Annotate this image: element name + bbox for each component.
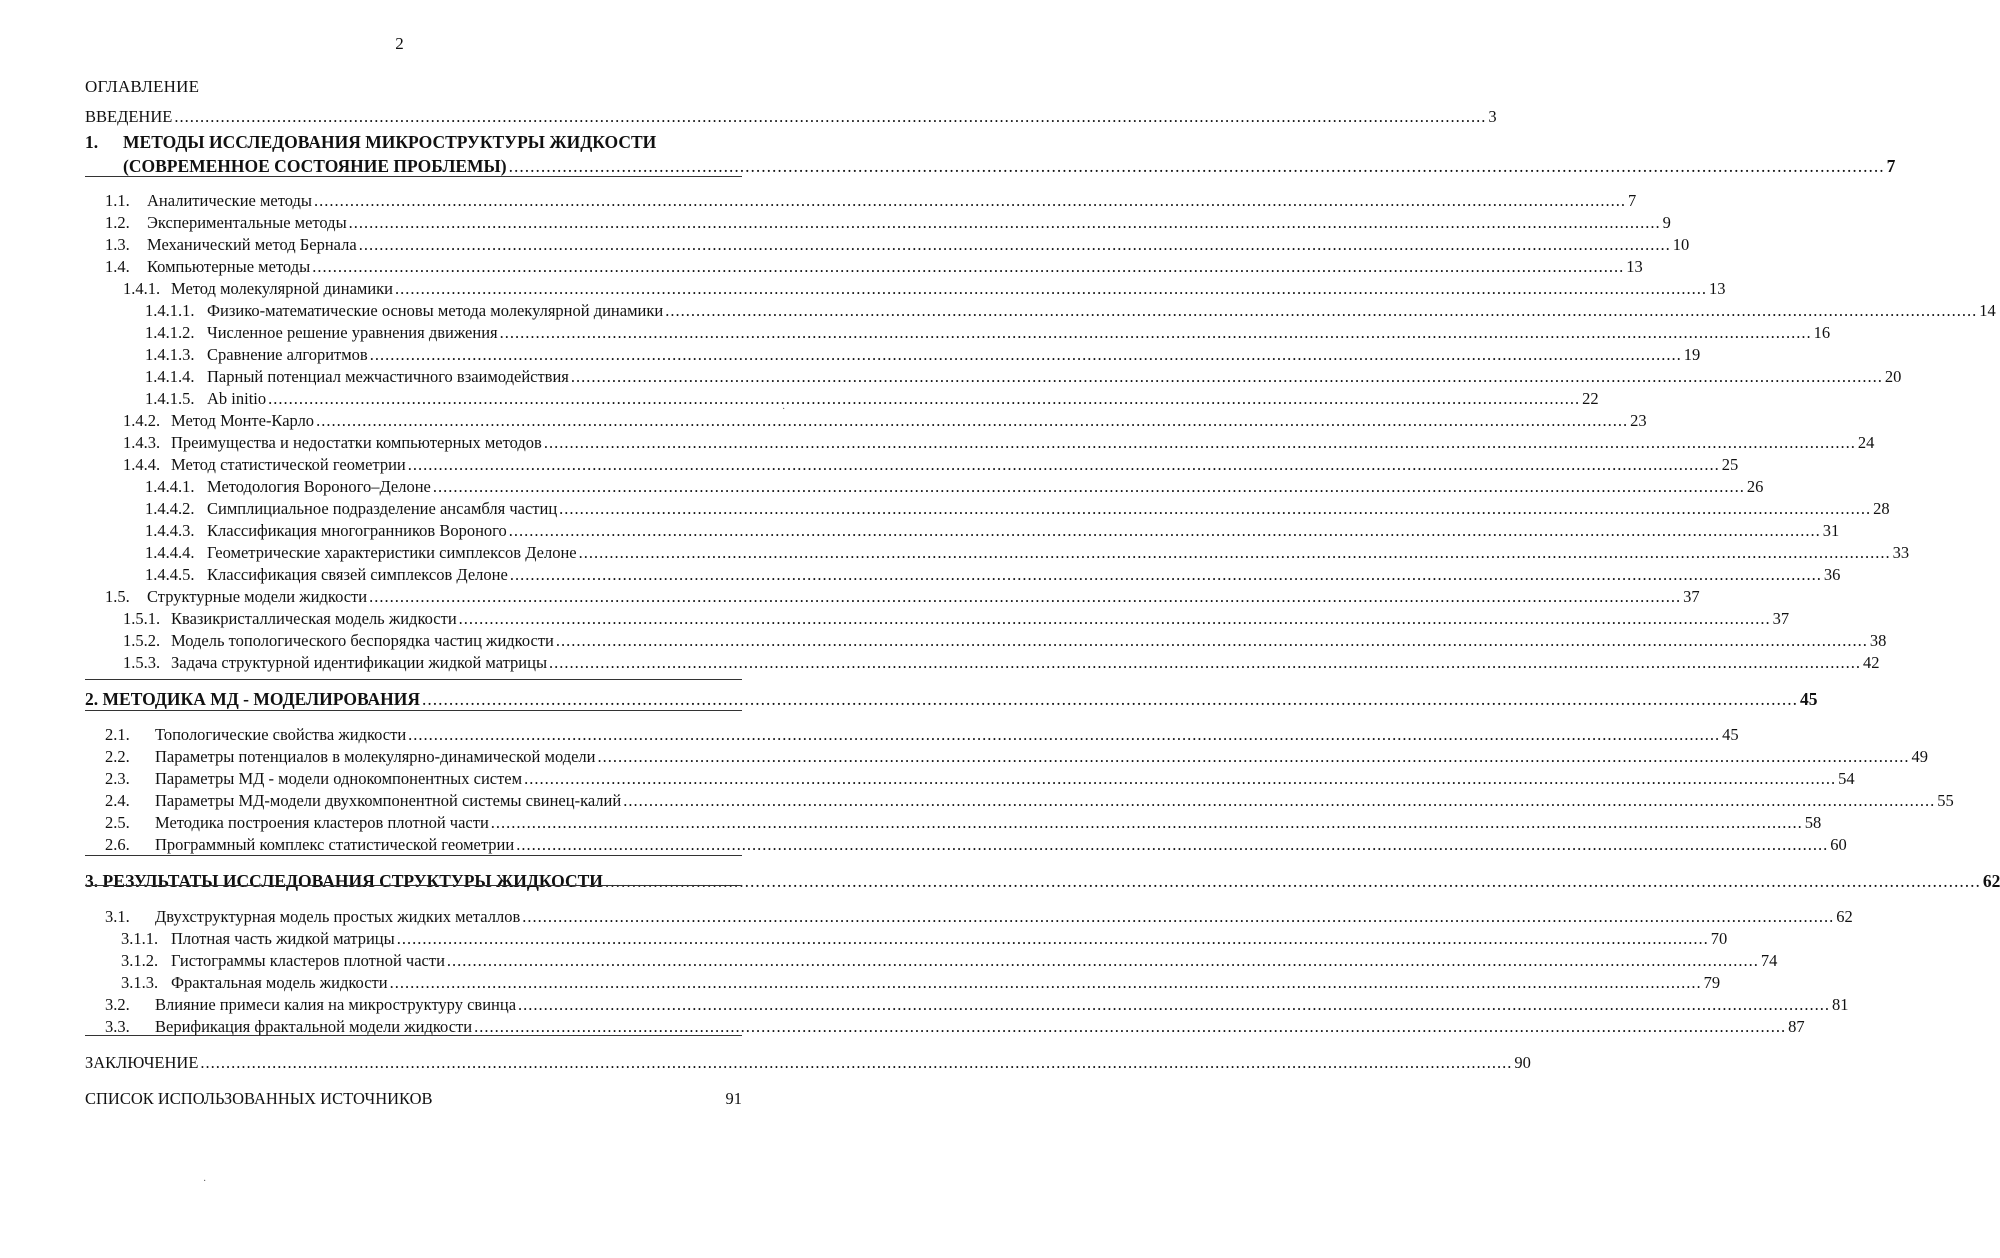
toc-entry[interactable]: [85, 366, 1902, 388]
entry-title: Структурные модели жидкости: [147, 587, 368, 606]
entry-number: 1.4.2.: [123, 411, 161, 430]
leader-dots: [395, 278, 1707, 300]
entry-title: Метод статистической геометрии: [171, 455, 406, 474]
leader-dots: [491, 812, 1803, 834]
entry-title: Параметры МД-модели двухкомпонентной системы свинец-калий: [155, 791, 622, 810]
entry-title: Ab initio: [207, 389, 267, 408]
scan-speck: ·: [782, 404, 786, 415]
leader-dots: [559, 498, 1871, 520]
toc-entry[interactable]: [85, 994, 1849, 1016]
entry-title: Парный потенциал межчастичного взаимодействия: [207, 367, 569, 386]
entry-number: 1.4.4.: [123, 455, 161, 474]
leader-dots: [510, 564, 1822, 586]
entry-number: 1.5.3.: [123, 653, 161, 672]
chapter-title-line-2: (СОВРЕМЕННОЕ СОСТОЯНИЕ ПРОБЛЕМЫ): [123, 156, 507, 176]
toc-entry[interactable]: [85, 234, 1690, 256]
toc-chapter-2[interactable]: [85, 688, 1818, 710]
divider-chapter-2-bottom: [85, 710, 742, 711]
leader-dots: [312, 256, 1624, 278]
entry-page: 79: [1703, 973, 1721, 992]
leader-dots: [408, 724, 1720, 746]
toc-entry[interactable]: [85, 542, 1910, 564]
entry-page: 13: [1626, 257, 1643, 276]
entry-number: 1.4.1.3.: [145, 345, 195, 364]
leader-dots: [623, 790, 1935, 812]
entry-page: 24: [1857, 433, 1875, 452]
entry-page: 22: [1582, 389, 1599, 408]
leader-dots: [605, 870, 1981, 892]
leader-dots: [316, 410, 1628, 432]
divider-chapter-1: [85, 176, 742, 177]
entry-page: 26: [1746, 477, 1764, 496]
entry-number: 2.5.: [105, 813, 130, 832]
entry-number: 3.3.: [105, 1017, 130, 1036]
leader-dots: [544, 432, 1856, 454]
leader-dots: [665, 300, 1977, 322]
entry-number: 2.6.: [105, 835, 130, 854]
entry-number: 1.5.: [105, 587, 130, 606]
entry-page: 20: [1884, 367, 1902, 386]
divider-conclusion: [85, 1035, 742, 1036]
leader-dots: [447, 950, 1759, 972]
leader-dots: [369, 586, 1681, 608]
entry-number: 1.4.4.1.: [145, 477, 195, 496]
toc-entry[interactable]: [85, 322, 1831, 344]
leader-dots: [556, 630, 1868, 652]
entry-page: 7: [1627, 191, 1637, 210]
entry-number: 1.4.: [105, 257, 130, 276]
entry-page: 3: [1488, 107, 1497, 126]
entry-page: 55: [1937, 791, 1954, 810]
toc-entry[interactable]: [85, 256, 1643, 278]
leader-dots: [509, 520, 1821, 542]
leader-dots: [200, 1052, 1512, 1074]
toc-entry-introduction[interactable]: [85, 106, 1497, 128]
entry-page: 31: [1822, 521, 1840, 540]
entry-page: 87: [1788, 1017, 1805, 1036]
entry-page: 23: [1630, 411, 1647, 430]
scan-speck: ·: [203, 1176, 207, 1187]
leader-dots: [433, 476, 1745, 498]
entry-number: 1.4.1.: [123, 279, 161, 298]
entry-page: 36: [1823, 565, 1841, 584]
entry-number: 3.1.2.: [121, 951, 159, 970]
entry-page: 60: [1830, 835, 1847, 854]
entry-number: 1.2.: [105, 213, 130, 232]
entry-title: Двухструктурная модель простых жидких металлов: [155, 907, 521, 926]
toc-entry[interactable]: [85, 476, 1764, 498]
entry-number: 2.3.: [105, 769, 130, 788]
entry-number: 1.4.4.2.: [145, 499, 195, 518]
toc-entry[interactable]: [85, 906, 1853, 928]
toc-entry[interactable]: [85, 652, 1880, 674]
entry-number: 2.1.: [105, 725, 130, 744]
entry-number: 1.4.1.2.: [145, 323, 195, 342]
entry-title: ЗАКЛЮЧЕНИЕ: [85, 1053, 199, 1072]
chapter-title: 2. МЕТОДИКА МД - МОДЕЛИРОВАНИЯ: [85, 689, 421, 709]
toc-entry-conclusion[interactable]: [85, 1052, 1531, 1074]
chapter-page: 45: [1800, 689, 1818, 709]
entry-title: Метод молекулярной динамики: [171, 279, 394, 298]
toc-entry[interactable]: [85, 212, 1671, 234]
entry-number: 3.1.3.: [121, 973, 159, 992]
entry-title: Геометрические характеристики симплексов Делоне: [207, 543, 577, 562]
entry-number: 1.5.1.: [123, 609, 161, 628]
leader-dots: [524, 768, 1836, 790]
toc-entry[interactable]: [85, 520, 1840, 542]
entry-number: 1.4.4.4.: [145, 543, 195, 562]
entry-title: Сравнение алгоритмов: [207, 345, 368, 364]
entry-title: Модель топологического беспорядка частиц жидкости: [171, 631, 554, 650]
entry-page: 19: [1683, 345, 1701, 364]
entry-title: Преимущества и недостатки компьютерных методов: [171, 433, 542, 452]
entry-title: Метод Монте-Карло: [171, 411, 315, 430]
entry-page: 37: [1683, 587, 1700, 606]
entry-number: 1.1.: [105, 191, 130, 210]
entry-number: 1.4.4.3.: [145, 521, 195, 540]
entry-title: Задача структурной идентификации жидкой матрицы: [171, 653, 548, 672]
entry-title: Численное решение уравнения движения: [207, 323, 498, 342]
leader-dots: [390, 972, 1702, 994]
toc-entry[interactable]: [85, 498, 1890, 520]
leader-dots: [349, 212, 1661, 234]
leader-dots: [571, 366, 1883, 388]
chapter-title: 3. РЕЗУЛЬТАТЫ ИССЛЕДОВАНИЯ СТРУКТУРЫ ЖИДКОСТИ: [85, 871, 603, 891]
entry-page: 16: [1813, 323, 1831, 342]
entry-page: 33: [1892, 543, 1910, 562]
entry-title: Методика построения кластеров плотной части: [155, 813, 489, 832]
entry-page: 90: [1514, 1053, 1531, 1072]
entry-page: 49: [1911, 747, 1928, 766]
leader-dots: [579, 542, 1891, 564]
entry-title: Топологические свойства жидкости: [155, 725, 407, 744]
toc-entry[interactable]: [85, 746, 1928, 768]
entry-number: 1.4.1.1.: [145, 301, 195, 320]
entry-page: 54: [1838, 769, 1855, 788]
leader-dots: [516, 834, 1828, 856]
entry-number: 3.2.: [105, 995, 130, 1014]
toc-entry[interactable]: [85, 278, 1726, 300]
entry-title: Классификация многогранников Вороного: [207, 521, 507, 540]
toc-entry[interactable]: [85, 586, 1700, 608]
leader-dots: [314, 190, 1626, 212]
chapter-page: 62: [1982, 871, 2000, 891]
table-of-contents: [85, 106, 2000, 1110]
entry-page: 81: [1832, 995, 1849, 1014]
entry-page: 45: [1722, 725, 1739, 744]
entry-title: Фрактальная модель жидкости: [171, 973, 388, 992]
entry-page: 38: [1869, 631, 1887, 650]
toc-entry[interactable]: [85, 768, 1855, 790]
entry-title: Компьютерные методы: [147, 257, 311, 276]
chapter-3-entries: [85, 906, 1853, 1038]
entry-page: 25: [1721, 455, 1739, 474]
toc-entry[interactable]: [85, 454, 1739, 476]
toc-entry[interactable]: [85, 190, 1637, 212]
leader-dots: [598, 746, 1910, 768]
leader-dots: [518, 994, 1830, 1016]
entry-title: Физико-математические основы метода молекулярной динамики: [207, 301, 664, 320]
divider-chapter-2-top: [85, 679, 742, 680]
chapter-title-line-1: МЕТОДЫ ИССЛЕДОВАНИЯ МИКРОСТРУКТУРЫ ЖИДКОСТИ: [123, 132, 657, 152]
leader-dots: [500, 322, 1812, 344]
leader-dots: [268, 388, 1580, 410]
toc-entry[interactable]: [85, 950, 1778, 972]
entry-number: 1.4.1.4.: [145, 367, 195, 386]
toc-entry[interactable]: [85, 972, 1721, 994]
toc-entry[interactable]: [85, 564, 1841, 586]
entry-title: ВВЕДЕНИЕ: [85, 107, 173, 126]
entry-page: 62: [1836, 907, 1853, 926]
leader-dots: [459, 608, 1771, 630]
leader-dots: [509, 154, 1885, 178]
toc-entry[interactable]: [85, 630, 1887, 652]
toc-entry[interactable]: [85, 834, 1847, 856]
toc-chapter-3[interactable]: [85, 870, 2000, 892]
entry-page: 14: [1979, 301, 1996, 320]
toc-entry-references[interactable]: [85, 1088, 742, 1110]
toc-entry[interactable]: [85, 812, 1822, 834]
toc-entry[interactable]: [85, 344, 1701, 366]
entry-number: 2.4.: [105, 791, 130, 810]
entry-number: 1.4.3.: [123, 433, 161, 452]
leader-dots: [370, 344, 1682, 366]
entry-page: 42: [1863, 653, 1880, 672]
entry-number: 1.3.: [105, 235, 130, 254]
leader-dots: [408, 454, 1720, 476]
chapter-page: 7: [1886, 156, 1896, 176]
entry-title: Методология Вороного–Делоне: [207, 477, 431, 496]
leader-dots: [174, 106, 1486, 128]
entry-page: 28: [1873, 499, 1890, 518]
leader-dots: [422, 688, 1798, 710]
chapter-1-entries: [85, 190, 1996, 674]
entry-number: 1.5.2.: [123, 631, 161, 650]
toc-entry[interactable]: [85, 432, 1875, 454]
toc-entry[interactable]: [85, 724, 1739, 746]
entry-title: Верификация фрактальной модели жидкости: [155, 1017, 473, 1036]
entry-title: Классификация связей симплексов Делоне: [207, 565, 508, 584]
entry-number: 3.1.: [105, 907, 130, 926]
entry-title: Симплициальное подразделение ансамбля частиц: [207, 499, 558, 518]
entry-page: 70: [1710, 929, 1728, 948]
entry-title: СПИСОК ИСПОЛЬЗОВАННЫХ ИСТОЧНИКОВ: [85, 1089, 433, 1108]
entry-page: 13: [1709, 279, 1726, 298]
toc-entry[interactable]: [85, 410, 1647, 432]
leader-dots: [549, 652, 1861, 674]
entry-title: Плотная часть жидкой матрицы: [171, 929, 395, 948]
toc-entry[interactable]: [85, 388, 1599, 410]
leader-dots: [522, 906, 1834, 928]
entry-title: Квазикристаллическая модель жидкости: [171, 609, 457, 628]
entry-page: 37: [1772, 609, 1790, 628]
leader-dots: [359, 234, 1671, 256]
entry-page: 91: [725, 1089, 742, 1108]
toc-entry[interactable]: [85, 608, 1790, 630]
entry-title: Аналитические методы: [147, 191, 312, 210]
entry-title: Влияние примеси калия на микроструктуру свинца: [155, 995, 517, 1014]
entry-number: 2.2.: [105, 747, 130, 766]
toc-heading: ОГЛАВЛЕНИЕ: [85, 77, 200, 96]
entry-title: Экспериментальные методы: [147, 213, 347, 232]
entry-page: 58: [1804, 813, 1822, 832]
toc-chapter-1[interactable]: [85, 130, 1896, 178]
entry-number: 1.4.1.5.: [145, 389, 195, 408]
page-number: 2: [395, 34, 404, 53]
entry-title: Программный комплекс статистической геометрии: [155, 835, 515, 854]
toc-entry[interactable]: [85, 790, 1954, 812]
entry-title: Параметры МД - модели однокомпонентных систем: [155, 769, 523, 788]
toc-entry[interactable]: [85, 300, 1996, 322]
divider-chapter-3-top: [85, 855, 742, 856]
entry-title: Параметры потенциалов в молекулярно-динамической модели: [155, 747, 596, 766]
divider-chapter-3-bottom: [85, 885, 742, 886]
toc-entry[interactable]: [85, 928, 1728, 950]
entry-page: 10: [1672, 235, 1690, 254]
chapter-2-entries: [85, 724, 1954, 856]
entry-number: 3.1.1.: [121, 929, 159, 948]
entry-title: Гистограммы кластеров плотной части: [171, 951, 445, 970]
leader-dots: [397, 928, 1709, 950]
chapter-number: 1.: [85, 132, 99, 152]
entry-page: 74: [1760, 951, 1778, 970]
entry-page: 9: [1662, 213, 1671, 232]
entry-title: Механический метод Бернала: [147, 235, 357, 254]
entry-number: 1.4.4.5.: [145, 565, 195, 584]
